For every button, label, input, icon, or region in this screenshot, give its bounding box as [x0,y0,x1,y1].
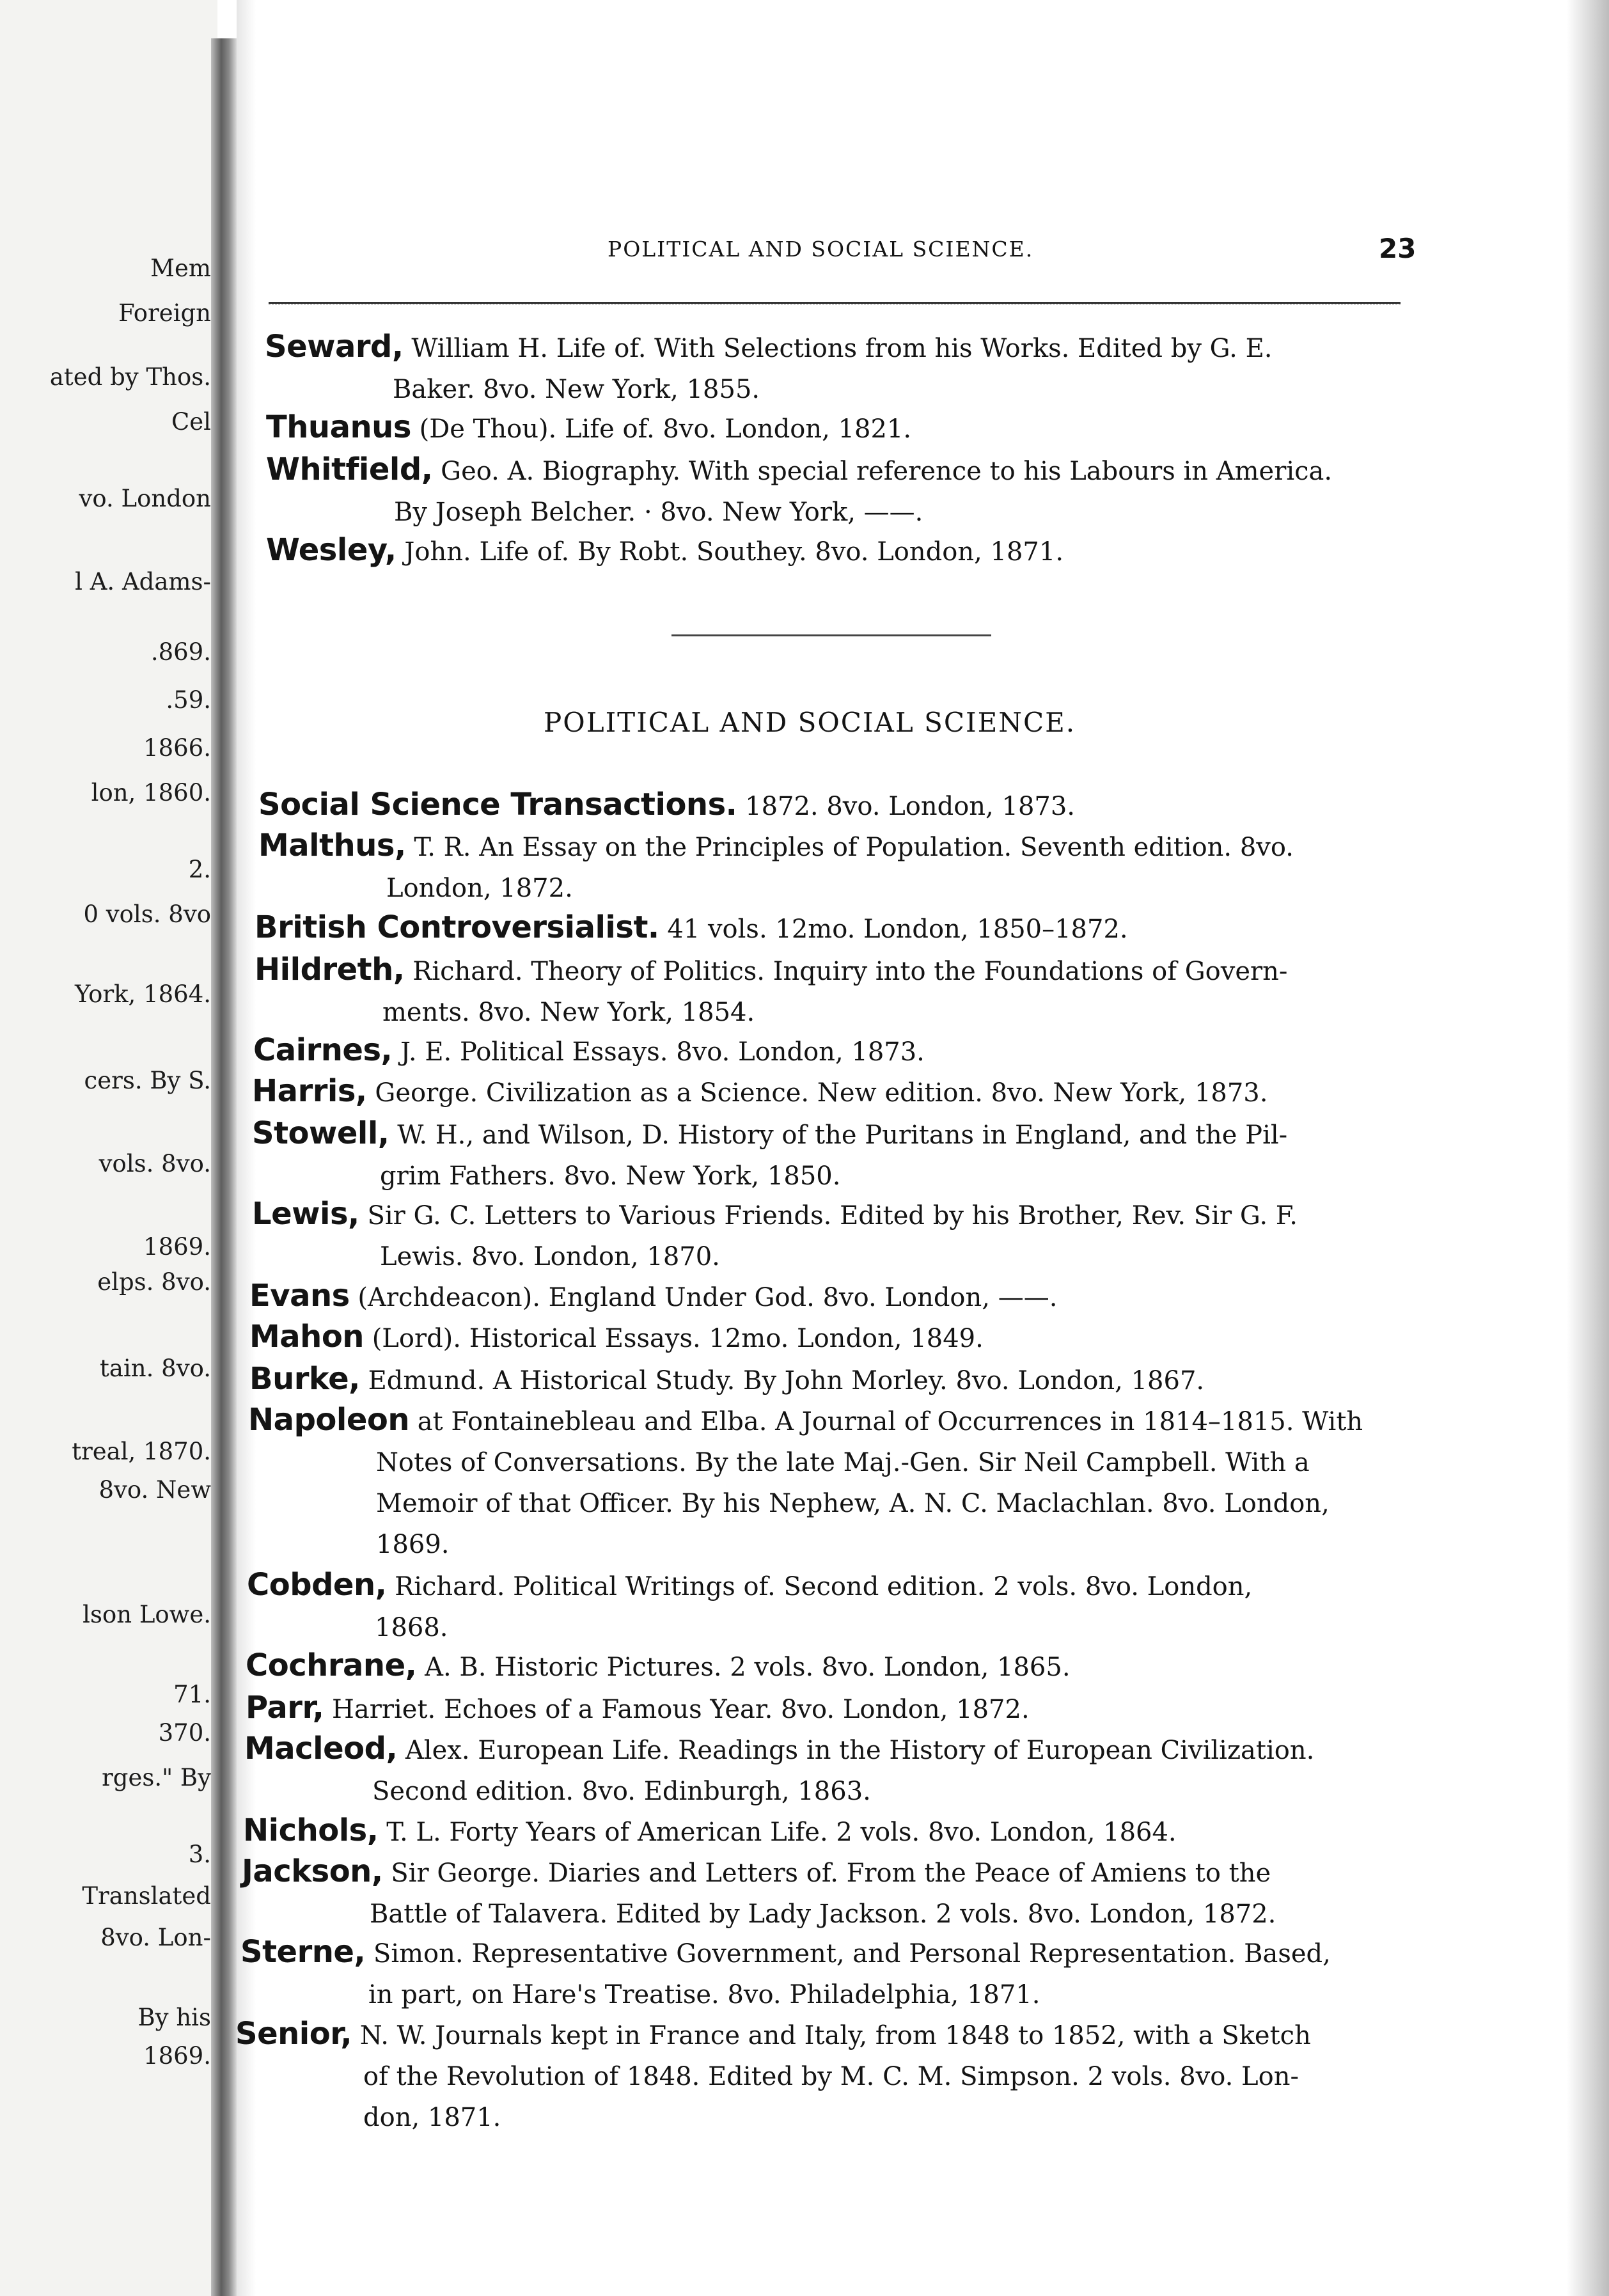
entry-first-line [265,326,1422,369]
entry-author: Senior, [235,2016,352,2052]
entry-first-line [246,1687,1403,1730]
entry-author: Harris, [252,1073,367,1109]
entry-author: Parr, [246,1690,324,1726]
entry-author: Wesley, [266,532,396,568]
entry-continuation-line: in part, on Hare's Treatise. 8vo. Philadelphia, 1871. [368,1980,1040,2009]
entry-author: Hildreth, [255,952,405,987]
entry-first-line [252,1193,1409,1236]
entry-author: Jackson, [242,1853,383,1889]
entry-details: at Fontainebleau and Elba. A Journal of Occurrences in 1814–1815. With [409,1407,1363,1436]
entry-first-line [243,1810,1401,1853]
entry-author: Cairnes, [253,1032,393,1068]
entry-author: Whitfield, [266,452,433,487]
entry-details: W. H., and Wilson, D. History of the Puritans in England, and the Pil- [389,1120,1288,1150]
fragment-line: 8vo. Lon- [100,1924,211,1951]
entry-details: Alex. European Life. Readings in the History of European Civilization. [397,1736,1315,1765]
entry-first-line [258,825,1416,868]
catalog-entry [252,1113,1409,1197]
entry-author: Napoleon [248,1402,410,1438]
entry-details: George. Civilization as a Science. New edition. 8vo. New York, 1873. [366,1078,1268,1108]
fragment-line: ated by Thos. [49,363,211,391]
fragment-line: lson Lowe. [82,1601,211,1628]
entry-continuation-line: London, 1872. [386,874,573,903]
entry-details: Harriet. Echoes of a Famous Year. 8vo. London, 1872. [324,1695,1030,1724]
book-gutter [211,38,237,2296]
entry-first-line [249,1316,1407,1359]
entry-continuation-line: 1868. [375,1613,448,1642]
fragment-line: York, 1864. [74,980,211,1008]
entry-author: Cochrane, [246,1647,417,1683]
fragment-line: 1869. [143,1233,211,1261]
entry-details: A. B. Historic Pictures. 2 vols. 8vo. London, 1865. [416,1653,1071,1682]
fragment-line: vo. London [79,485,211,512]
section-title: POLITICAL AND SOCIAL SCIENCE. [544,707,1076,738]
catalog-entry [253,1030,1411,1073]
facing-page-fragment [0,0,217,2296]
entry-first-line [249,1358,1407,1401]
entry-first-line [255,907,1412,950]
entry-first-line [266,407,1424,450]
fragment-line: 2. [188,856,211,883]
fragment-line: Cel [171,408,211,436]
fragment-line: By his [137,2004,211,2031]
fragment-line: rges." By [102,1764,211,1791]
entry-continuation-line: Baker. 8vo. New York, 1855. [393,375,760,404]
entry-details: William H. Life of. With Selections from his Works. Edited by G. E. [403,334,1273,363]
fragment-line: elps. 8vo. [97,1268,211,1296]
entry-first-line [235,2013,1393,2056]
catalog-entry [249,1358,1407,1401]
fragment-line: 1869. [143,2042,211,2070]
entry-author: British Controversialist. [255,909,659,945]
running-head: POLITICAL AND SOCIAL SCIENCE. [608,237,1034,262]
entry-details: (De Thou). Life of. 8vo. London, 1821. [411,414,912,444]
catalog-entry [266,449,1424,533]
entry-details: 1872. 8vo. London, 1873. [737,792,1075,821]
entry-first-line [246,1645,1403,1688]
fragment-line: treal, 1870. [72,1438,211,1465]
entry-continuation-line: Battle of Talavera. Edited by Lady Jackson. 2 vols. 8vo. London, 1872. [370,1899,1276,1929]
catalog-entry [246,1687,1403,1730]
fragment-line: lon, 1860. [91,779,211,806]
header-rule [269,302,1401,304]
fragment-line: 71. [173,1681,211,1708]
entry-details: 41 vols. 12mo. London, 1850–1872. [659,915,1128,944]
catalog-entry [249,1316,1407,1359]
entry-author: Sterne, [240,1934,366,1970]
catalog-entry [266,530,1424,572]
entry-author: Lewis, [252,1196,359,1232]
entry-author: Cobden, [247,1567,387,1603]
catalog-entry [266,407,1424,450]
entry-details: T. R. An Essay on the Principles of Population. Seventh edition. 8vo. [405,833,1294,862]
entry-first-line [252,1113,1409,1156]
fragment-line: 8vo. New [98,1476,211,1504]
entry-first-line [249,1275,1407,1318]
entry-first-line [248,1399,1406,1442]
entry-author: Stowell, [252,1115,389,1151]
catalog-entry [242,1851,1399,1935]
entry-continuation-line: don, 1871. [363,2103,501,2132]
section-divider-rule [671,634,991,636]
entry-author: Macleod, [244,1731,398,1766]
fragment-line: vols. 8vo. [98,1150,211,1177]
page-edge [1567,0,1609,2296]
fragment-line: Mem [150,255,211,282]
fragment-line: Translated [82,1882,211,1910]
fragment-line: .59. [166,686,211,714]
entry-author: Thuanus [266,409,411,445]
entry-continuation-line: of the Revolution of 1848. Edited by M. C. M. Simpson. 2 vols. 8vo. Lon- [363,2062,1299,2091]
catalog-entry [249,1275,1407,1318]
entry-details: Simon. Representative Government, and Personal Representation. Based, [365,1939,1331,1969]
entry-first-line [253,1030,1411,1073]
entry-continuation-line: Second edition. 8vo. Edinburgh, 1863. [372,1777,871,1806]
catalog-entry [247,1564,1404,1648]
catalog-entry [255,907,1412,950]
entry-first-line [244,1728,1402,1771]
catalog-entry [252,1193,1409,1277]
catalog-entry [240,1931,1398,2015]
page-number: 23 [1379,233,1417,264]
entry-first-line [242,1851,1399,1894]
fragment-line: l A. Adams- [75,568,211,595]
entry-continuation-line: Memoir of that Officer. By his Nephew, A. N. C. Maclachlan. 8vo. London, [376,1489,1330,1518]
catalog-entry [255,949,1412,1033]
catalog-entry [235,2013,1393,2138]
entry-details: John. Life of. By Robt. Southey. 8vo. London, 1871. [396,537,1064,567]
entry-first-line [266,449,1424,492]
entry-continuation-line: ments. 8vo. New York, 1854. [382,998,755,1027]
entry-author: Seward, [265,329,404,365]
entry-details: Richard. Theory of Politics. Inquiry into the Foundations of Govern- [404,957,1288,986]
entry-first-line [252,1071,1409,1113]
entry-details: Sir G. C. Letters to Various Friends. Edited by his Brother, Rev. Sir G. F. [359,1201,1298,1231]
entry-details: N. W. Journals kept in France and Italy, from 1848 to 1852, with a Sketch [352,2021,1311,2050]
fragment-line: 370. [158,1719,211,1747]
fragment-line: 3. [188,1841,211,1868]
fragment-line: Foreign [118,299,211,327]
fragment-line: .869. [150,638,211,666]
entry-continuation-line: Lewis. 8vo. London, 1870. [380,1242,720,1271]
entry-continuation-line: 1869. [376,1530,450,1559]
fragment-line: tain. 8vo. [100,1355,211,1382]
catalog-entry [248,1399,1406,1565]
entry-details: T. L. Forty Years of American Life. 2 vols. 8vo. London, 1864. [378,1818,1177,1847]
fragment-line: 0 vols. 8vo [83,900,211,928]
entry-first-line [240,1931,1398,1974]
entry-first-line [258,784,1416,827]
catalog-entry [246,1645,1403,1688]
entry-author: Nichols, [243,1812,379,1848]
entry-details: (Archdeacon). England Under God. 8vo. London, ——. [349,1283,1058,1312]
catalog-entry [244,1728,1402,1812]
entry-details: Edmund. A Historical Study. By John Morley. 8vo. London, 1867. [359,1366,1205,1396]
catalog-entry [243,1810,1401,1853]
entry-first-line [255,949,1412,992]
entry-details: (Lord). Historical Essays. 12mo. London, 1849. [363,1324,984,1353]
entry-continuation-line: By Joseph Belcher. · 8vo. New York, ——. [394,498,923,527]
catalog-entry [265,326,1422,410]
entry-first-line [247,1564,1404,1607]
entry-details: Sir George. Diaries and Letters of. From the Peace of Amiens to the [382,1859,1271,1888]
entry-author: Mahon [249,1319,364,1355]
entry-author: Burke, [249,1361,360,1397]
entry-continuation-line: Notes of Conversations. By the late Maj.-Gen. Sir Neil Campbell. With a [376,1448,1310,1477]
catalog-entry [258,784,1416,827]
entry-details: Geo. A. Biography. With special reference to his Labours in America. [432,457,1333,486]
entry-author: Social Science Transactions. [258,787,737,822]
catalog-entry [258,825,1416,909]
entry-details: J. E. Political Essays. 8vo. London, 1873. [392,1037,925,1067]
entry-first-line [266,530,1424,572]
entry-author: Malthus, [258,828,406,863]
entry-details: Richard. Political Writings of. Second edition. 2 vols. 8vo. London, [386,1572,1253,1601]
catalog-page [235,0,1567,2296]
fragment-line: 1866. [143,734,211,762]
fragment-line: cers. By S. [84,1067,211,1094]
catalog-entry [252,1071,1409,1113]
entry-continuation-line: grim Fathers. 8vo. New York, 1850. [380,1161,841,1191]
entry-author: Evans [249,1278,350,1314]
